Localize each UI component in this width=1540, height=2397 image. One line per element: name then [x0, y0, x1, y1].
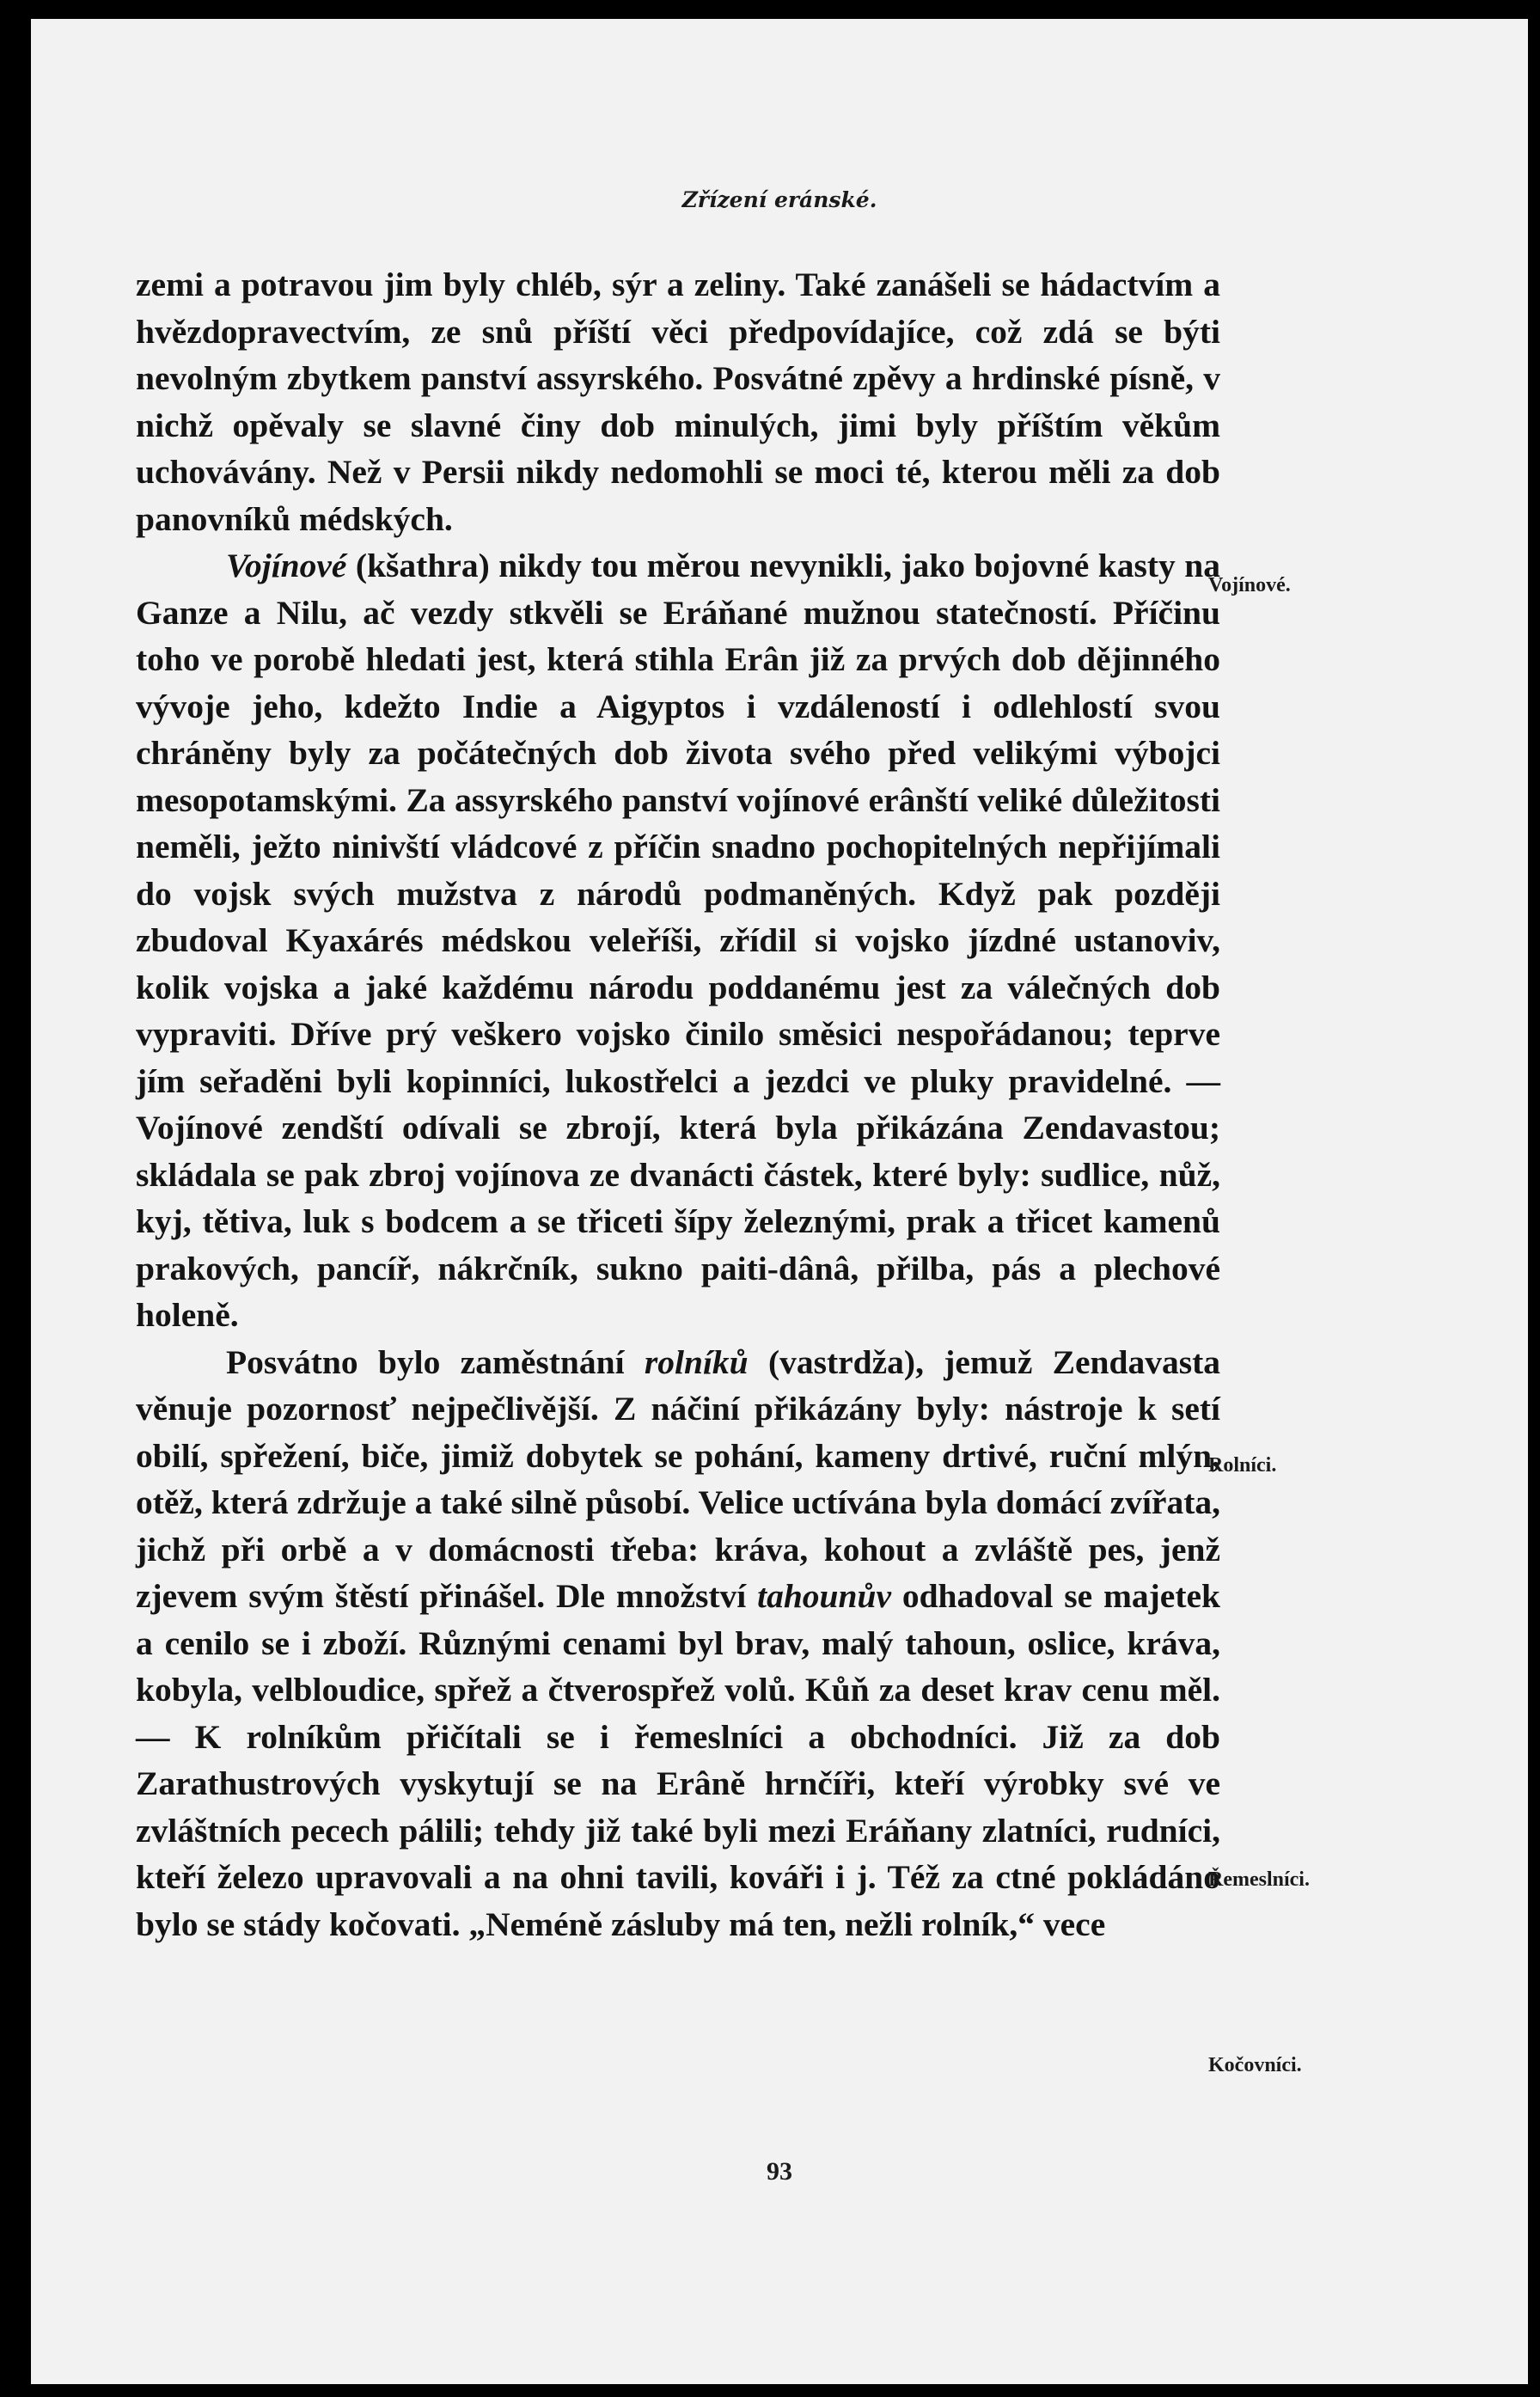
margin-note-remeslnici: Řemeslníci.: [1208, 1868, 1310, 1891]
paragraph-3-italic-term-a: rolníků: [644, 1342, 749, 1381]
margin-note-kocovnici: Kočovníci.: [1208, 2054, 1302, 2076]
book-page: [31, 19, 1528, 2384]
paragraph-1: [136, 261, 1220, 542]
paragraph-3-text-a: Posvátno bylo zaměstnání: [226, 1342, 645, 1381]
margin-note-rolnici: Rolníci.: [1208, 1454, 1277, 1477]
running-head: Zřízení eránské.: [681, 187, 877, 212]
paragraph-2: [136, 542, 1220, 1339]
page-number: 93: [767, 2157, 792, 2186]
paragraph-3-text-c: odhadoval se majetek a cenilo se i zboží. Různými cenami byl brav, malý tahoun, oslice, kráva, kobyla, velbloudice, spřež a čtverospřež volů. Kůň za deset krav cenu měl. — K rolníkům přičítali se i řemeslníci a obchodníci. Již za dob Zarathustrových vyskytují se na Erâně hrnčíři, kteří výrobky své ve zvláštních pecech pálili; tehdy již také byli mezi Eráňany zlatníci, rudníci, kteří železo upravovali a na ohni tavili, kováři i j. Též za ctné pokládáno bylo se stády kočovati. „Neméně zásluby má ten, nežli rolník,“ vece: [136, 1577, 1220, 1943]
paragraph-3-italic-term-b: tahounův: [757, 1577, 891, 1615]
paragraph-1-text: zemi a potravou jim byly chléb, sýr a zeliny. Také zanášeli se hádactvím a hvězdopravectvím, ze snů příští věci předpovídajíce, což zdá se býti nevolným zbytkem panství assyrského. Posvátné zpěvy a hrdinské písně, v nichž opěvaly se slavné činy dob minulých, jimi byly příštím věkům uchovávány. Než v Persii nikdy nedomohli se moci té, kterou měli za dob panovníků médských.: [136, 266, 1220, 538]
paragraph-2-text: (kšathra) nikdy tou měrou nevynikli, jako bojovné kasty na Ganze a Nilu, ač vezdy stkvěli se Eráňané mužnou statečností. Příčinu toho ve porobě hledati jest, která stihla Erân již za prvých dob dějinného vývoje jeho, kdežto Indie a Aigyptos i vzdáleností i odlehlostí svou chráněny byly za počátečných dob života svého před velikými výbojci mesopotamskými. Za assyrského panství vojínové erânští veliké důležitosti neměli, ježto ninivští vládcové z příčin snadno pochopitelných nepřijímali do vojsk svých mužstva z národů podmaněných. Když pak později zbudoval Kyaxárés médskou veleříši, zřídil si vojsko jízdné ustanoviv, kolik vojska a jaké každému národu poddanému jest za válečných dob vypraviti. Dříve prý veškero vojsko činilo směsici nespořádanou; teprve jím seřaděni byli kopinníci, lukostřelci a jezdci ve pluky pravidelné. — Vojínové zendští odívali se zbrojí, která byla přikázána Zendavastou; skládala se pak zbroj vojínova ze dvanácti částek, které byly: sudlice, nůž, kyj, tětiva, luk s bodcem a se třiceti šípy železnými, prak a třicet kamenů prakových, pancíř, nákrčník, sukno paiti-dânâ, přilba, pás a plechové holeně.: [136, 547, 1220, 1334]
margin-note-vojinove: Vojínové.: [1208, 574, 1291, 596]
paragraph-3-text-b: (vastrdža), jemuž Zendavasta věnuje pozornosť nejpečlivější. Z náčiní přikázány byly: nástroje k setí obilí, spřežení, biče, jimiž dobytek se pohání, kameny drtivé, ruční mlýn, otěž, která zdržuje a také silně působí. Velice uctívána byla domácí zvířata, jichž při orbě a v domácnosti třeba: kráva, kohout a zvláště pes, jenž zjevem svým štěstí přinášel. Dle množství: [136, 1342, 1220, 1615]
paragraph-3: [136, 1339, 1220, 1948]
paragraph-2-italic-term: Vojínové: [226, 547, 347, 584]
body-text: [136, 261, 1220, 1948]
